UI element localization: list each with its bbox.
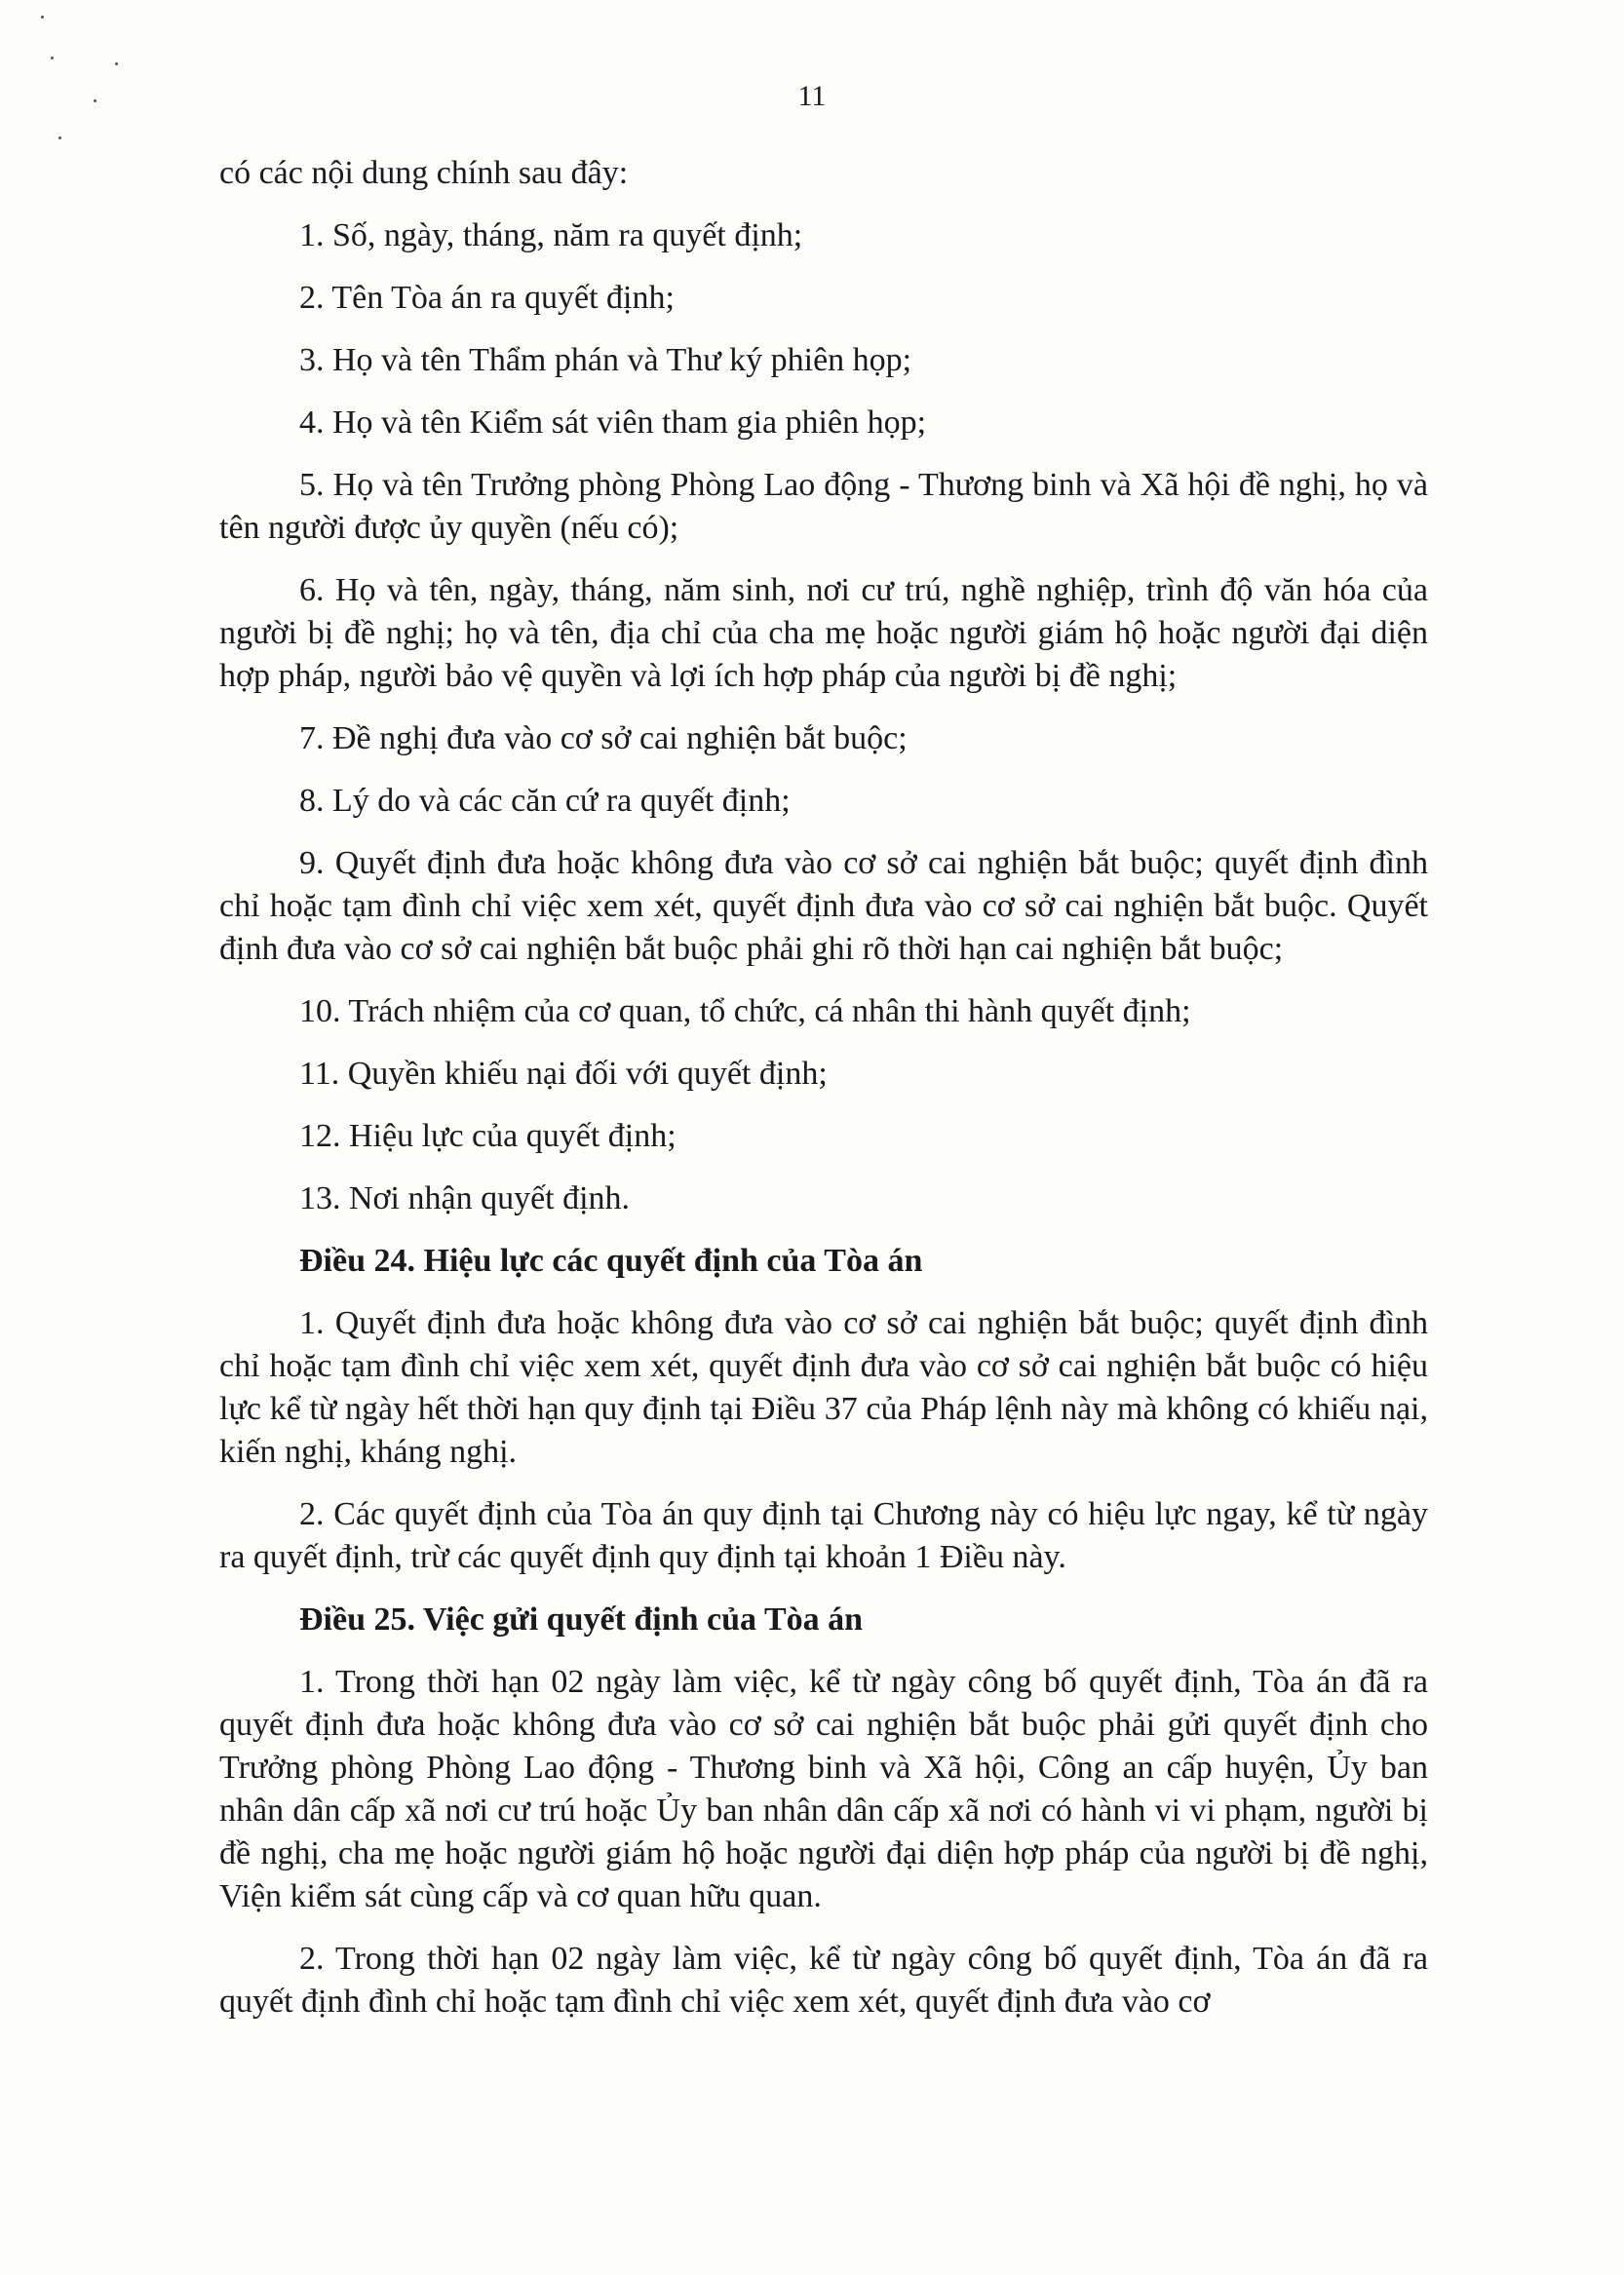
list-item: 7. Đề nghị đưa vào cơ sở cai nghiện bắt buộc; — [299, 720, 908, 756]
article-25-heading: Điều 25. Việc gửi quyết định của Tòa án — [299, 1601, 864, 1638]
intro-line: có các nội dung chính sau đây: — [219, 155, 629, 191]
list-item: 6. Họ và tên, ngày, tháng, năm sinh, nơi cư trú, nghề nghiệp, trình độ văn hóa của người bị đề nghị; họ và tên, địa chỉ của cha mẹ hoặc người giám hộ hoặc người đại diện hợp pháp, người bảo vệ quyền và lợi ích hợp pháp của người bị đề nghị; — [219, 572, 1428, 694]
list-item: 11. Quyền khiếu nại đối với quyết định; — [299, 1056, 828, 1092]
list-item: 3. Họ và tên Thẩm phán và Thư ký phiên họp; — [299, 342, 912, 378]
list-item: 5. Họ và tên Trưởng phòng Phòng Lao động - Thương binh và Xã hội đề nghị, họ và tên người được ủy quyền (nếu có); — [219, 467, 1428, 546]
list-item: 12. Hiệu lực của quyết định; — [299, 1118, 677, 1154]
list-item: 1. Số, ngày, tháng, năm ra quyết định; — [299, 217, 803, 253]
scan-speck — [58, 136, 61, 139]
list-item: 9. Quyết định đưa hoặc không đưa vào cơ sở cai nghiện bắt buộc; quyết định đình chỉ hoặc tạm đình chỉ việc xem xét, quyết định đưa vào cơ sở cai nghiện bắt buộc. Quyết định đưa vào cơ sở cai nghiện bắt buộc phải ghi rõ thời hạn cai nghiện bắt buộc; — [219, 845, 1428, 967]
list-item: 2. Tên Tòa án ra quyết định; — [299, 280, 675, 316]
list-item: 13. Nơi nhận quyết định. — [299, 1180, 631, 1216]
list-item: 10. Trách nhiệm của cơ quan, tổ chức, cá nhân thi hành quyết định; — [299, 993, 1191, 1029]
article-25-clause: 2. Trong thời hạn 02 ngày làm việc, kể từ ngày công bố quyết định, Tòa án đã ra quyết định đình chỉ hoặc tạm đình chỉ việc xem xét, quyết định đưa vào cơ — [219, 1941, 1428, 2020]
page-number: 11 — [797, 80, 827, 112]
article-25-clause: 1. Trong thời hạn 02 ngày làm việc, kể từ ngày công bố quyết định, Tòa án đã ra quyết định đưa hoặc không đưa vào cơ sở cai nghiện bắt buộc phải gửi quyết định cho Trưởng phòng Phòng Lao động - Thương binh và Xã hội, Công an cấp huyện, Ủy ban nhân dân cấp xã nơi cư trú hoặc Ủy ban nhân dân cấp xã nơi có hành vi vi phạm, người bị đề nghị, cha mẹ hoặc người giám hộ hoặc người đại diện hợp pháp của người bị đề nghị, Viện kiểm sát cùng cấp và cơ quan hữu quan. — [219, 1664, 1428, 1914]
document-body — [219, 152, 1428, 2043]
article-24-clause: 1. Quyết định đưa hoặc không đưa vào cơ sở cai nghiện bắt buộc; quyết định đình chỉ hoặc tạm đình chỉ việc xem xét, quyết định đưa vào cơ sở cai nghiện bắt buộc có hiệu lực kể từ ngày hết thời hạn quy định tại Điều 37 của Pháp lệnh này mà không có khiếu nại, kiến nghị, kháng nghị. — [219, 1305, 1428, 1470]
article-24-heading: Điều 24. Hiệu lực các quyết định của Tòa án — [299, 1243, 923, 1279]
list-item: 8. Lý do và các căn cứ ra quyết định; — [299, 783, 791, 819]
list-item: 4. Họ và tên Kiểm sát viên tham gia phiên họp; — [299, 405, 927, 441]
scan-speck — [41, 16, 44, 19]
article-24-clause: 2. Các quyết định của Tòa án quy định tại Chương này có hiệu lực ngay, kể từ ngày ra quyết định, trừ các quyết định quy định tại khoản 1 Điều này. — [219, 1496, 1428, 1575]
scan-speck — [115, 62, 118, 65]
scan-speck — [51, 57, 54, 59]
